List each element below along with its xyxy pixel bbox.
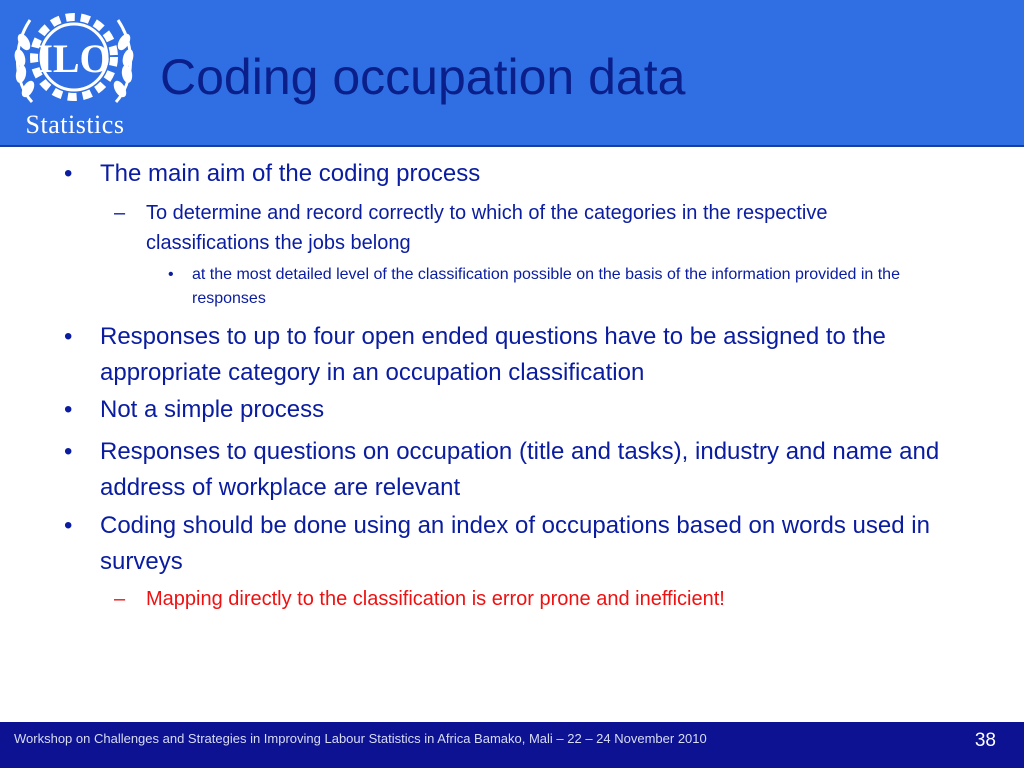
bullet-text: Mapping directly to the classification is error prone and inefficient!: [146, 588, 725, 610]
footer-text: Workshop on Challenges and Strategies in Improving Labour Statistics in Africa Bamako, Mali – 22 – 24 November 2010: [14, 731, 707, 746]
bullet-item-highlight: [114, 584, 946, 614]
svg-text:ILO: ILO: [37, 36, 111, 81]
slide-footer: [0, 722, 1024, 768]
bullet-text: Coding should be done using an index of occupations based on words used in surveys: [100, 512, 930, 575]
bullet-marker: –: [114, 588, 126, 610]
slide-title: Coding occupation data: [160, 49, 686, 105]
bullet-item: [64, 319, 980, 391]
bullet-marker: •: [168, 266, 174, 283]
bullet-marker: –: [114, 202, 126, 224]
bullet-text: Responses to questions on occupation (title and tasks), industry and name and address of workplace are relevant: [100, 438, 940, 501]
bullet-item: [64, 434, 980, 506]
bullet-item: [64, 392, 980, 428]
bullet-text: Responses to up to four open ended questions have to be assigned to the appropriate category in an occupation classification: [100, 323, 886, 386]
logo-caption: Statistics: [25, 110, 125, 139]
bullet-marker: •: [64, 396, 73, 423]
bullet-marker: •: [64, 512, 73, 539]
page-number: 38: [974, 730, 996, 751]
bullet-text: The main aim of the coding process: [100, 160, 481, 187]
bullet-marker: •: [64, 160, 73, 187]
bullet-text: To determine and record correctly to which of the categories in the respective classifications the jobs belong: [146, 202, 828, 254]
bullet-marker: •: [64, 323, 73, 350]
bullet-marker: •: [64, 438, 73, 465]
bullet-item: [114, 198, 946, 258]
bullet-text: at the most detailed level of the classification possible on the basis of the information provided in the responses: [192, 266, 900, 307]
slide-header: [0, 0, 1024, 147]
bullet-item: [64, 156, 980, 192]
bullet-item: [64, 508, 980, 580]
bullet-item: [168, 263, 952, 311]
bullet-text: Not a simple process: [100, 396, 325, 423]
